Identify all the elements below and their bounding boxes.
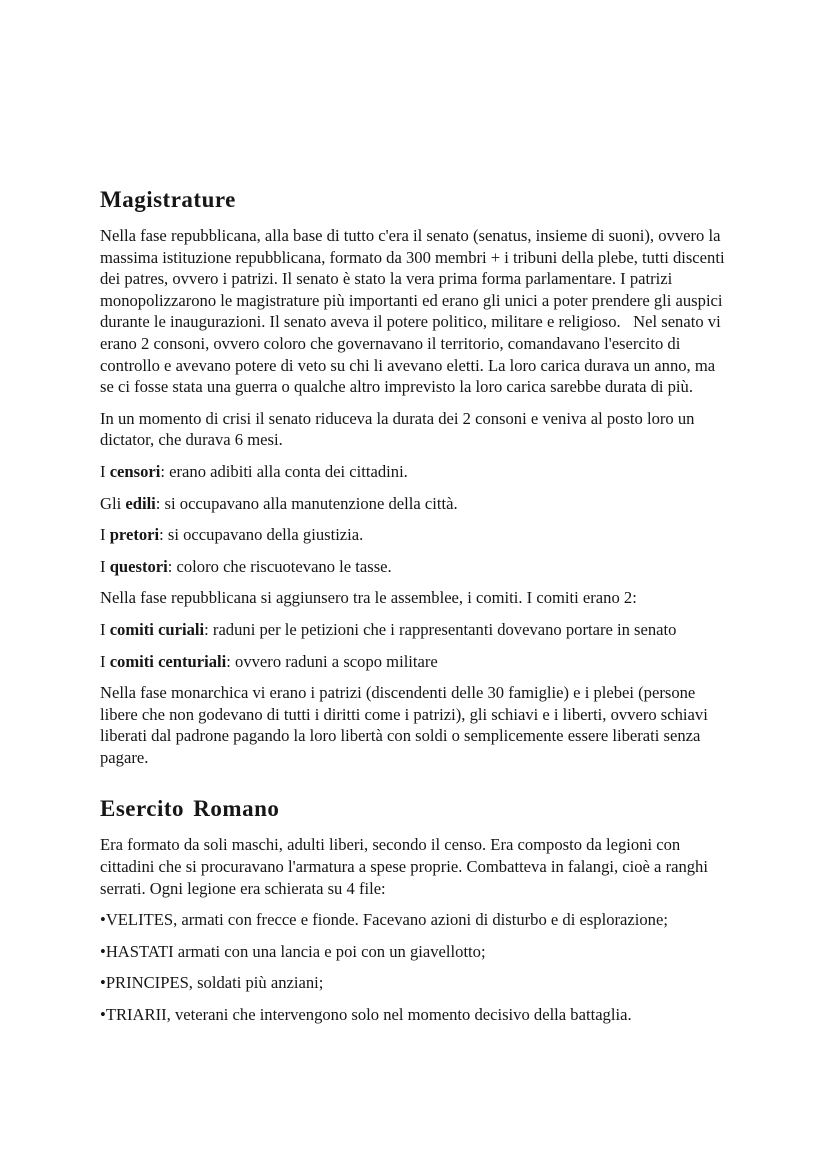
bullet-text: TRIARII, veterani che intervengono solo nel momento decisivo della battaglia. xyxy=(105,1005,632,1025)
definition-lead: I xyxy=(100,619,110,639)
term-pretori: pretori xyxy=(109,525,160,545)
paragraph-dictator: In un momento di crisi il senato riduceva la durata dei 2 consoni e veniva al posto loro un dictator, che durava 6 mesi. xyxy=(100,408,699,450)
bullet-item-triarii xyxy=(100,1004,733,1026)
bullet-item-principes xyxy=(100,972,733,994)
bullet-icon: • xyxy=(100,910,106,930)
paragraph-monarchica: Nella fase monarchica vi erano i patrizi (discendenti delle 30 famiglie) e i plebei (persone libere che non godevano di tutti i diritti come i patrizi), gli schiavi e i liberti, ovvero schiavi liberati dal padrone pagando la loro libertà con soldi o semplicemente essere liberati senza pagare. xyxy=(100,683,712,767)
bullet-text: VELITES, armati con frecce e fionde. Facevano azioni di disturbo e di esplorazione; xyxy=(105,910,668,930)
paragraph-comiti-intro: Nella fase repubblicana si aggiunsero tra le assemblee, i comiti. I comiti erano 2: xyxy=(100,588,637,608)
definition-comiti-curiali xyxy=(100,619,733,641)
definition-desc: : raduni per le petizioni che i rappresentanti dovevano portare in senato xyxy=(204,619,677,639)
section-heading-esercito-romano: Esercito Romano xyxy=(100,796,280,822)
paragraph-esercito-intro: Era formato da soli maschi, adulti liberi, secondo il censo. Era composto da legioni con cittadini che si procuravano l'armatura a spese proprie. Combatteva in falangi, cioè a ranghi serrati. Ogni legione era schierata su 4 file: xyxy=(100,835,713,898)
bullet-icon: • xyxy=(100,973,106,993)
definition-lead: I xyxy=(100,461,110,481)
definition-desc: : coloro che riscuotevano le tasse. xyxy=(167,556,392,576)
definition-lead: Gli xyxy=(100,493,126,513)
bullet-item-velites xyxy=(100,909,733,931)
term-edili: edili xyxy=(125,493,156,513)
definition-edili xyxy=(100,493,733,515)
term-questori: questori xyxy=(109,556,168,576)
term-censori: censori xyxy=(109,461,161,481)
bullet-text: PRINCIPES, soldati più anziani; xyxy=(105,973,324,993)
definition-comiti-centuriali xyxy=(100,651,733,673)
definition-lead: I xyxy=(100,556,110,576)
definition-desc: : si occupavano della giustizia. xyxy=(159,525,364,545)
definition-censori xyxy=(100,461,733,483)
definition-questori xyxy=(100,556,733,578)
definition-lead: I xyxy=(100,525,110,545)
term-comiti-curiali: comiti curiali xyxy=(109,619,205,639)
bullet-icon: • xyxy=(100,1005,106,1025)
definition-lead: I xyxy=(100,651,110,671)
section-heading-magistrature: Magistrature xyxy=(100,187,236,212)
term-comiti-centuriali: comiti centuriali xyxy=(109,651,227,671)
bullet-text: HASTATI armati con una lancia e poi con un giavellotto; xyxy=(105,941,486,961)
definition-desc: : ovvero raduni a scopo militare xyxy=(226,651,438,671)
bullet-icon: • xyxy=(100,941,106,961)
definition-pretori xyxy=(100,524,733,546)
definition-desc: : si occupavano alla manutenzione della città. xyxy=(155,493,458,513)
bullet-item-hastati xyxy=(100,941,733,963)
paragraph-senato: Nella fase repubblicana, alla base di tutto c'era il senato (senatus, insieme di suoni), ovvero la massima istituzione repubblicana, formato da 300 membri + i tribuni della plebe, tutti discenti dei patres, ovvero i patrizi. Il senato è stato la vera prima forma parlamentare. I patrizi monopolizzarono le magistrature più importanti ed erano gli unici a poter prendere gli auspici durante le inaugurazioni. Il senato aveva il potere politico, militare e religioso. Nel senato vi erano 2 consoni, ovvero coloro che governavano il territorio, comandavano l'esercito di controllo e avevano potere di veto su chi li avevano eletti. La loro carica durava un anno, ma se ci fosse stata una guerra o qualche altro imprevisto la loro carica sarebbe durata di più. xyxy=(100,226,729,397)
definition-desc: : erano adibiti alla conta dei cittadini. xyxy=(160,461,408,481)
